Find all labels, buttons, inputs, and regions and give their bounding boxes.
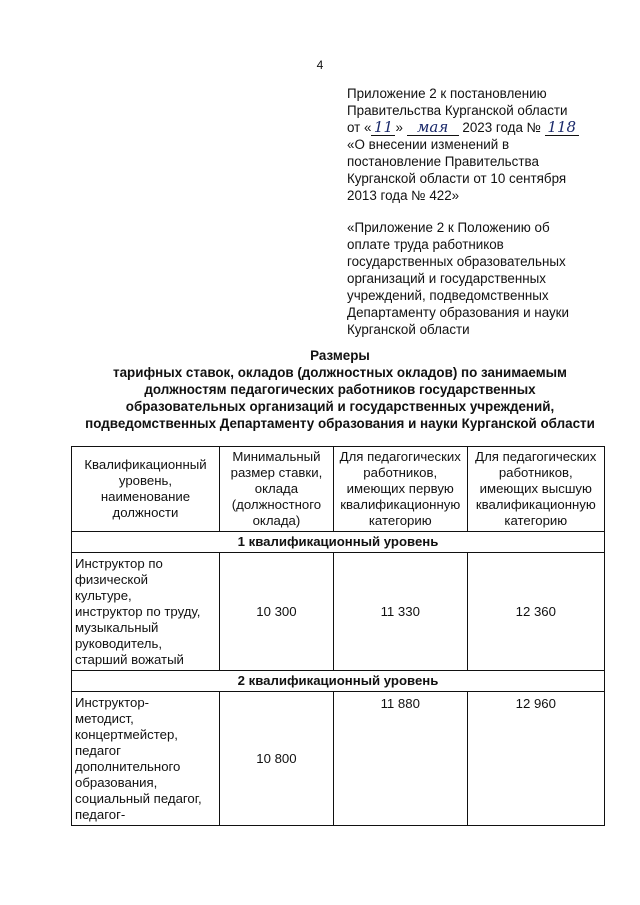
position-text: педагог [75,743,121,758]
date-mid: » [395,120,403,135]
page-number: 4 [316,58,324,72]
position-text: педагог- [75,807,126,822]
handwritten-day: 11 [371,120,395,136]
header-text: Квалификационный [84,457,207,472]
position-text: руководитель, [75,636,163,651]
title-line: образовательных организаций и государственных учреждений, [125,399,555,414]
position-text: Инструктор по [75,556,163,571]
header-text: Для педагогических [339,449,461,464]
header-text: имеющих высшую [479,481,592,496]
header-text: (должностного [231,497,322,512]
header-text: размер ставки, [230,465,323,480]
position-text: образования, [75,775,158,790]
header-text: категорию [504,513,568,528]
title-line: должностям педагогических работников государственных [144,382,536,397]
date-prefix: от « [347,120,372,135]
appendix-reference [347,85,617,204]
quote-line: Курганской области [347,322,470,337]
quote-line: государственных образовательных [347,254,566,269]
quote-line: оплате труда работников [347,237,504,252]
level-2-min-rate: 10 800 [219,692,333,826]
position-text: дополнительного [75,759,181,774]
header-text: Минимальный [232,449,321,464]
appendix-quote [347,219,599,338]
appendix-line: «О внесении изменений в [347,137,510,152]
position-text: физической [75,572,149,587]
handwritten-month: мая [407,120,459,136]
header-text: квалификационную [475,497,596,512]
appendix-date-line [347,119,617,136]
quote-line: учреждений, подведомственных [347,288,549,303]
title-line: подведомственных Департаменту образования и науки Курганской области [85,416,595,431]
header-text: имеющих первую [346,481,454,496]
title-line: тарифных ставок, окладов (должностных окладов) по занимаемым [113,365,567,380]
header-text: категорию [368,513,432,528]
position-text: культуре, [75,588,132,603]
appendix-line: Приложение 2 к постановлению [347,86,547,101]
header-first-category [333,447,467,532]
level-2-first-category: 11 880 [333,692,467,826]
header-text: должности [112,505,179,520]
header-min-rate [219,447,333,532]
position-text: методист, [75,711,134,726]
header-qualification-level [72,447,220,532]
level-1-min-rate: 10 300 [219,553,333,671]
table-row [72,692,605,826]
title-heading: Размеры [310,348,370,363]
table-header-row [72,447,605,532]
position-text: старший вожатый [75,652,184,667]
appendix-line: Курганской области от 10 сентября [347,171,567,186]
header-text: уровень, [118,473,173,488]
position-text: музыкальный [75,620,159,635]
table-row [72,553,605,671]
position-text: социальный педагог, [75,791,202,806]
header-highest-category [467,447,604,532]
header-text: Для педагогических [475,449,597,464]
document-title [60,347,620,432]
quote-line: Департаменту образования и науки [347,305,570,320]
level-row [72,532,605,553]
header-text: работников, [363,465,438,480]
level-row [72,671,605,692]
level-1-positions [72,553,220,671]
header-text: работников, [498,465,573,480]
date-year: 2023 года № [462,120,541,135]
quote-line: «Приложение 2 к Положению об [347,220,550,235]
level-1-highest-category: 12 360 [467,553,604,671]
header-text: квалификационную [340,497,461,512]
level-2-positions [72,692,220,826]
quote-line: организаций и государственных [347,271,546,286]
header-text: наименование [100,489,191,504]
appendix-line: Правительства Курганской области [347,103,568,118]
rates-table [71,446,605,826]
appendix-line: 2013 года № 422» [347,188,460,203]
header-text: оклада) [252,513,301,528]
position-text: инструктор по труду, [75,604,201,619]
level-2-label: 2 квалификационный уровень [72,671,605,692]
level-2-highest-category: 12 960 [467,692,604,826]
handwritten-doc-number: 118 [545,120,579,136]
level-1-first-category: 11 330 [333,553,467,671]
position-text: Инструктор- [75,695,150,710]
level-1-label: 1 квалификационный уровень [72,532,605,553]
position-text: концертмейстер, [75,727,178,742]
appendix-line: постановление Правительства [347,154,539,169]
header-text: оклада [254,481,299,496]
